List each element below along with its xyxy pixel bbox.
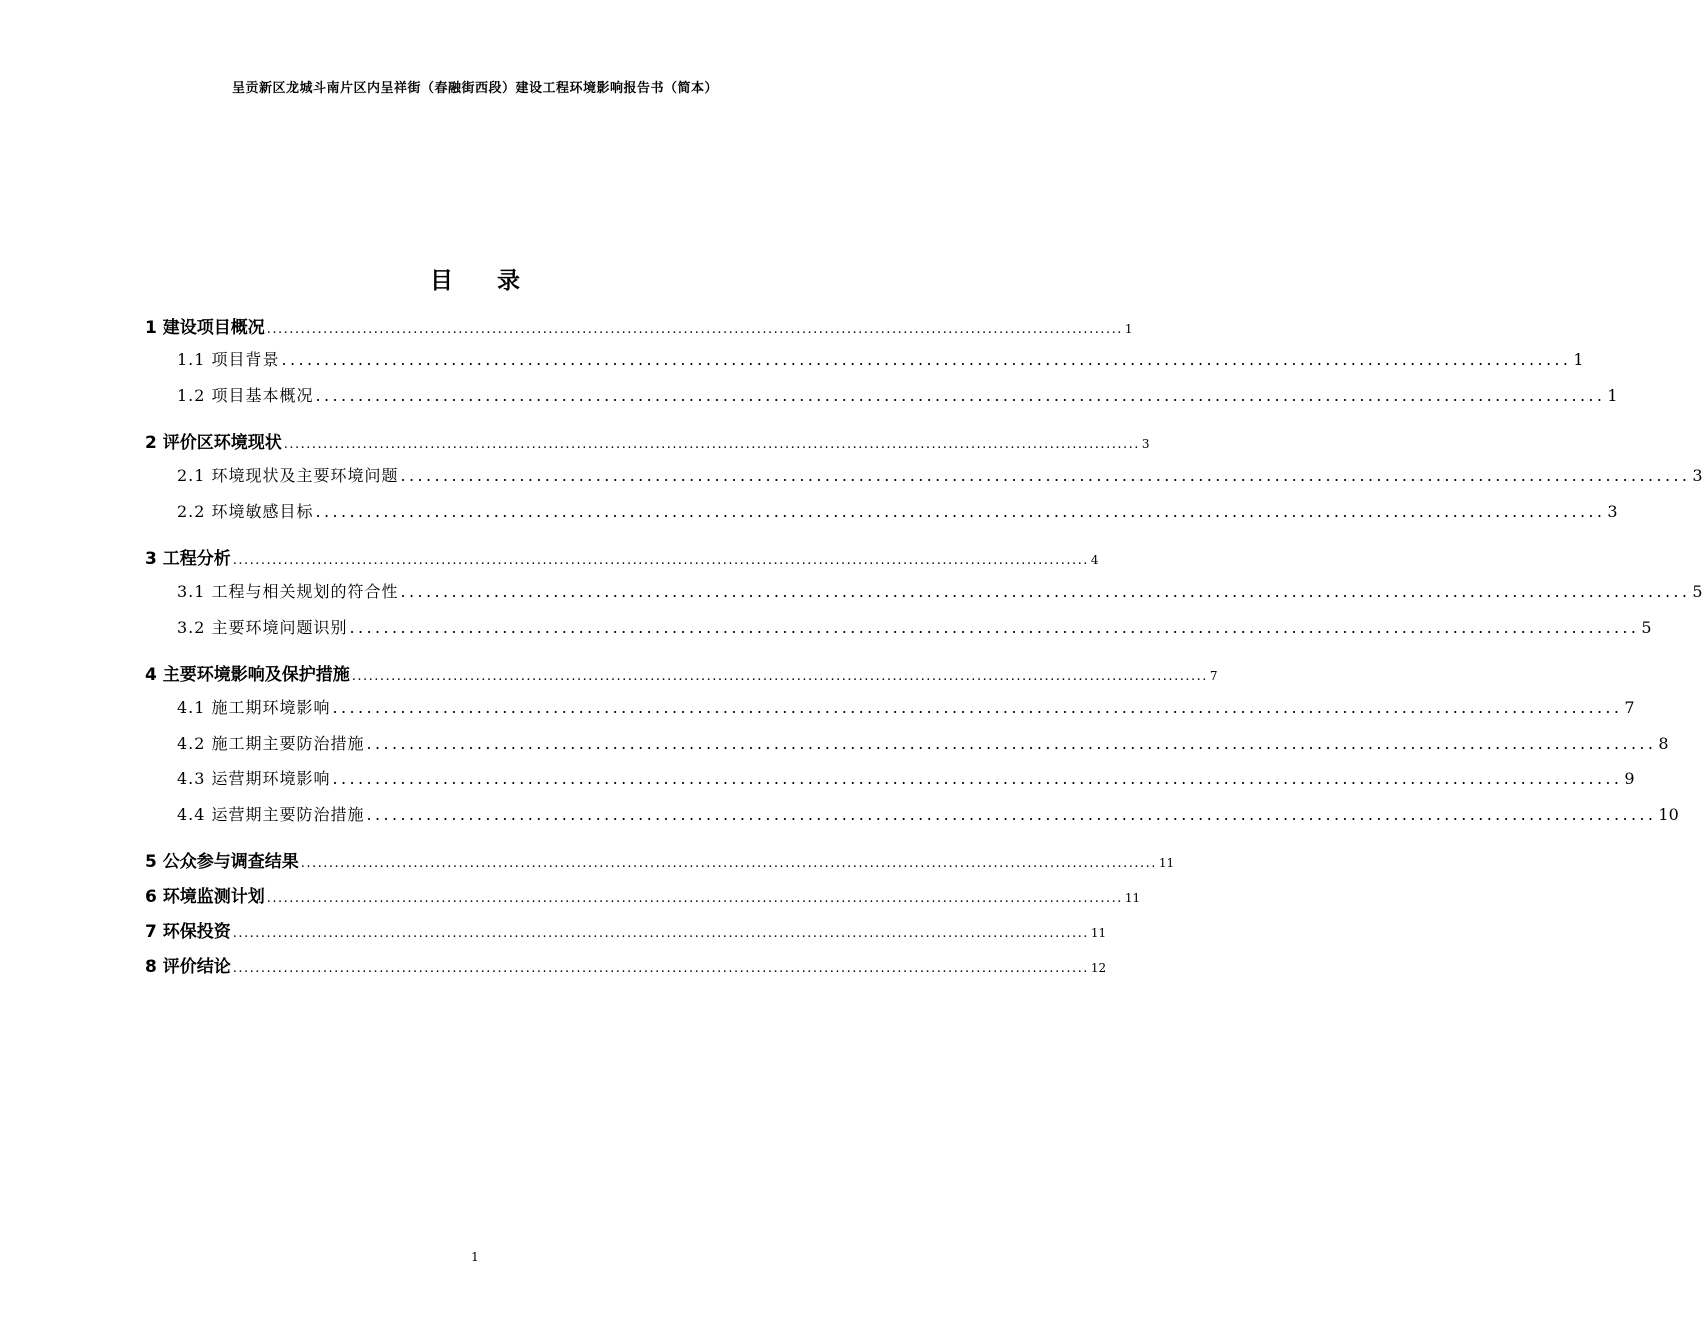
- toc-entry-2[interactable]: [145, 428, 1150, 453]
- toc-dot-leader: ........................................................................................................................................................: [366, 805, 1657, 824]
- toc-entry-4-4[interactable]: [177, 802, 1679, 825]
- toc-entry-label: 4 主要环境影响及保护措施: [145, 665, 350, 685]
- toc-entry-8[interactable]: [145, 952, 1107, 977]
- toc-entry-page: 5: [1641, 618, 1652, 637]
- toc-entry-label: 1.1 项目背景: [177, 350, 280, 369]
- toc-entry-label: 3 工程分析: [145, 549, 231, 569]
- toc-entry-page: 7: [1209, 669, 1218, 683]
- toc-entry-page: 11: [1124, 891, 1141, 905]
- toc-dot-leader: ........................................................................................................................................................: [400, 582, 1691, 601]
- toc-entry-page: 5: [1692, 582, 1703, 601]
- toc-entry-label: 1 建设项目概况: [145, 318, 265, 338]
- toc-dot-leader: ........................................................................................................................................................: [332, 698, 1623, 717]
- toc-dot-leader: ........................................................................................................................................................: [332, 769, 1623, 788]
- toc-entry-1-2[interactable]: [177, 383, 1618, 406]
- toc-entry-label: 4.1 施工期环境影响: [177, 698, 331, 717]
- toc-entry-4-2[interactable]: [177, 731, 1669, 754]
- toc-entry-page: 1: [1124, 322, 1133, 336]
- toc-entry-label: 6 环境监测计划: [145, 887, 265, 907]
- toc-entry-4-1[interactable]: [177, 695, 1635, 718]
- toc-entry-label: 2.1 环境现状及主要环境问题: [177, 466, 399, 485]
- toc-entry-3-1[interactable]: [177, 579, 1703, 602]
- toc-entry-page: 3: [1607, 502, 1618, 521]
- toc-entry-page: 1: [1573, 350, 1584, 369]
- toc-dot-leader: ........................................................................................................................................................: [351, 669, 1208, 684]
- toc-entry-3-2[interactable]: [177, 615, 1652, 638]
- toc-entry-page: 1: [1607, 386, 1618, 405]
- toc-entry-2-1[interactable]: [177, 463, 1703, 486]
- toc-dot-leader: ........................................................................................................................................................: [266, 891, 1123, 906]
- toc-entry-label: 1.2 项目基本概况: [177, 386, 314, 405]
- toc-entry-page: 3: [1141, 437, 1150, 451]
- toc-entry-4[interactable]: [145, 660, 1218, 685]
- toc-entry-label: 3.1 工程与相关规划的符合性: [177, 582, 399, 601]
- toc-dot-leader: ........................................................................................................................................................: [366, 734, 1657, 753]
- toc-entry-3[interactable]: [145, 544, 1099, 569]
- toc-entry-4-3[interactable]: [177, 766, 1635, 789]
- toc-entry-label: 8 评价结论: [145, 957, 231, 977]
- toc-entry-page: 7: [1624, 698, 1635, 717]
- toc-dot-leader: ........................................................................................................................................................: [300, 856, 1157, 871]
- toc-dot-leader: ........................................................................................................................................................: [232, 926, 1089, 941]
- toc-entry-label: 5 公众参与调查结果: [145, 852, 299, 872]
- running-header: 呈贡新区龙城斗南片区内呈祥街（春融街西段）建设工程环境影响报告书（简本）: [231, 81, 718, 96]
- toc-dot-leader: ........................................................................................................................................................: [232, 553, 1089, 568]
- toc-entry-label: 2 评价区环境现状: [145, 433, 282, 453]
- toc-entry-1-1[interactable]: [177, 347, 1584, 370]
- toc-entry-label: 4.2 施工期主要防治措施: [177, 734, 365, 753]
- toc-entry-2-2[interactable]: [177, 499, 1618, 522]
- toc-dot-leader: ........................................................................................................................................................: [283, 437, 1140, 452]
- toc-entry-page: 3: [1692, 466, 1703, 485]
- toc-entry-label: 7 环保投资: [145, 922, 231, 942]
- toc-title: 目录: [430, 268, 564, 294]
- page-number: 1: [471, 1250, 479, 1264]
- toc-entry-label: 4.4 运营期主要防治措施: [177, 805, 365, 824]
- toc-entry-page: 11: [1090, 926, 1107, 940]
- toc-entry-label: 2.2 环境敏感目标: [177, 502, 314, 521]
- toc-dot-leader: ........................................................................................................................................................: [266, 322, 1123, 337]
- toc-entry-6[interactable]: [145, 882, 1141, 907]
- toc-entry-page: 8: [1658, 734, 1669, 753]
- toc-dot-leader: ........................................................................................................................................................: [400, 466, 1691, 485]
- toc-entry-label: 4.3 运营期环境影响: [177, 769, 331, 788]
- toc-entry-5[interactable]: [145, 847, 1175, 872]
- toc-entry-page: 9: [1624, 769, 1635, 788]
- toc-dot-leader: ........................................................................................................................................................: [232, 961, 1089, 976]
- toc-dot-leader: ........................................................................................................................................................: [315, 386, 1606, 405]
- toc-entry-label: 3.2 主要环境问题识别: [177, 618, 348, 637]
- toc-dot-leader: ........................................................................................................................................................: [281, 350, 1572, 369]
- toc-entry-7[interactable]: [145, 917, 1107, 942]
- toc-entry-page: 4: [1090, 553, 1099, 567]
- toc-entry-page: 10: [1658, 805, 1679, 824]
- toc-entry-1[interactable]: [145, 313, 1133, 338]
- toc-dot-leader: ........................................................................................................................................................: [315, 502, 1606, 521]
- toc-dot-leader: ........................................................................................................................................................: [349, 618, 1640, 637]
- toc-entry-page: 11: [1158, 856, 1175, 870]
- toc-entry-page: 12: [1090, 961, 1107, 975]
